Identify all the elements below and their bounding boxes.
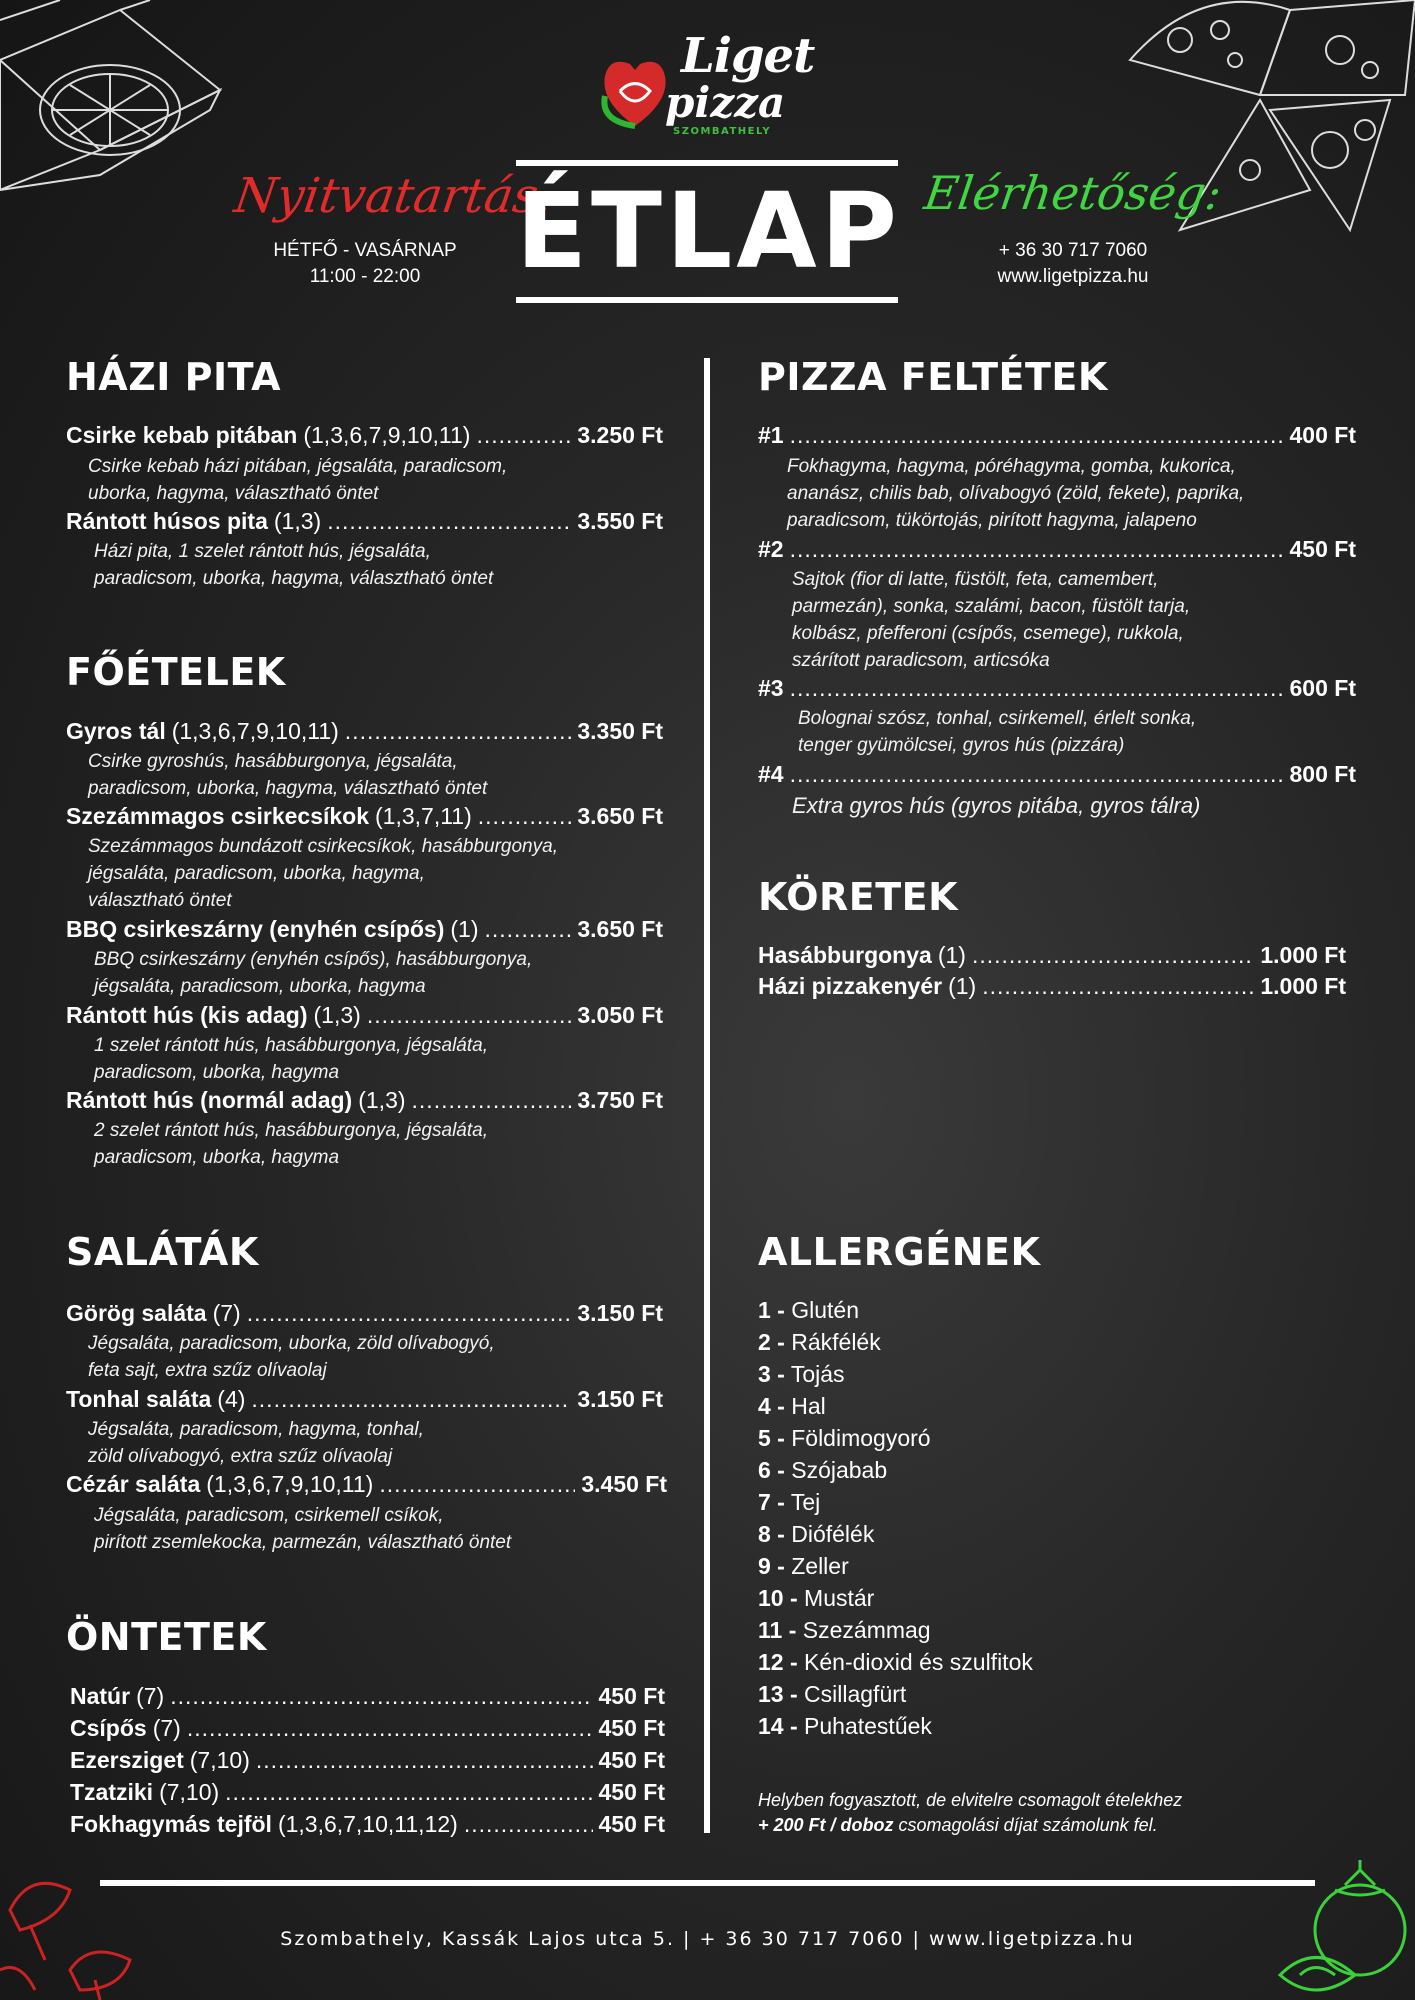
menu-item: Görög saláta (7) ..... 3.150 Ft [66,1300,663,1327]
menu-item: Gyros tál (1,3,6,7,9,10,11) ..... 3.350 Ft [66,718,663,745]
page-title: ÉTLAP [516,170,901,292]
allergen-item: 3 - Tojás [758,1361,845,1387]
menu-item-description: BBQ csirkeszárny (enyhén csípős), hasábburgonya, jégsaláta, paradicsom, uborka, hagyma [94,949,533,997]
website: www.ligetpizza.hu [997,266,1149,287]
hours-title: Nyitvatartás: [231,168,558,224]
menu-item-description: Házi pita, 1 szelet rántott hús, jégsaláta, paradicsom, uborka, hagyma, választható öntet [94,541,494,589]
menu-item: Rántott hús (kis adag) (1,3) ..... 3.050 Ft [66,1002,663,1029]
menu-item: Csirke kebab pitában (1,3,6,7,9,10,11) ..... 3.250 Ft [66,422,663,449]
topping-item: #1 ..... 400 Ft [758,422,1356,449]
section-title-salatak: SALÁTÁK [66,1230,259,1274]
topping-item: #3 ..... 600 Ft [758,675,1356,702]
logo [595,28,815,144]
allergen-item: 1 - Glutén [758,1297,859,1323]
contact-info [918,238,1228,290]
menu-item-description: Szezámmagos bundázott csirkecsíkok, hasábburgonya, jégsaláta, paradicsom, uborka, hagyma, választható öntet [88,836,558,911]
dressing-item: Natúr (7) ..... 450 Ft [70,1683,665,1710]
menu-item: Cézár saláta (1,3,6,7,9,10,11) ..... 3.450 Ft [66,1471,667,1498]
column-divider [704,358,710,1833]
packaging-note: Helyben fogyasztott, de elvitelre csomagolt ételekhez + 200 Ft / doboz csomagolási díjat számolunk fel. [758,1790,1183,1835]
menu-item-description: Csirke kebab házi pitában, jégsaláta, paradicsom, uborka, hagyma, választható öntet [88,456,508,504]
menu-item: BBQ csirkeszárny (enyhén csípős) (1) ..... 3.650 Ft [66,916,663,943]
side-item: Hasábburgonya (1) ..... 1.000 Ft [758,942,1346,969]
brand-name-line1: Liget [681,28,815,84]
section-title-allergenek: ALLERGÉNEK [758,1230,1041,1274]
topping-description: Bolognai szósz, tonhal, csirkemell, érlelt sonka, tenger gyümölcsei, gyros hús (pizzára) [798,708,1197,756]
topping-description: Fokhagyma, hagyma, póréhagyma, gomba, kukorica, ananász, chilis bab, olívabogyó (zöld, fekete), paprika, paradicsom, tükörtojás, pirított hagyma, jalapeno [787,456,1245,531]
topping-item: #2 ..... 450 Ft [758,536,1356,563]
section-title-foetelek: FŐÉTELEK [66,650,286,694]
menu-item-description: Csirke gyroshús, hasábburgonya, jégsaláta, paradicsom, uborka, hagyma, választható öntet [88,751,488,799]
section-title-hazi-pita: HÁZI PITA [66,355,282,399]
allergen-item: 11 - Szezámmag [758,1617,931,1643]
section-title-pizza-feltetek: PIZZA FELTÉTEK [758,355,1108,399]
topping-description: Sajtok (fior di latte, füstölt, feta, camembert, parmezán), sonka, szalámi, bacon, füstölt tarja, kolbász, pfefferoni (csípős, csemege), rukkola, szárított paradicsom, articsóka [792,569,1191,671]
hours-time: 11:00 - 22:00 [309,266,421,287]
heart-logo-icon [595,46,675,131]
dressing-item: Csípős (7) ..... 450 Ft [70,1715,665,1742]
footer-text: Szombathely, Kassák Lajos utca 5. | + 36 30 717 7060 | www.ligetpizza.hu [280,1928,1135,1950]
menu-item-description: 1 szelet rántott hús, hasábburgonya, jégsaláta, paradicsom, uborka, hagyma [94,1035,488,1083]
allergen-item: 5 - Földimogyoró [758,1425,931,1451]
pizza-box-illustration [0,0,230,210]
brand-city: SZOMBATHELY [673,126,772,137]
contact-title: Elérhetőség: [921,166,1225,220]
menu-item-description: 2 szelet rántott hús, hasábburgonya, jégsaláta, paradicsom, uborka, hagyma [94,1120,488,1168]
mushroom-illustration [0,1850,150,2000]
footer-divider [100,1880,1315,1886]
dressing-item: Fokhagymás tejföl (1,3,6,7,10,11,12) ..... 450 Ft [70,1811,665,1838]
dressing-item: Ezersziget (7,10) ..... 450 Ft [70,1747,665,1774]
allergen-item: 12 - Kén-dioxid és szulfitok [758,1649,1033,1675]
opening-hours [235,238,495,290]
section-title-koretek: KÖRETEK [758,875,959,919]
menu-item: Rántott hús (normál adag) (1,3) ..... 3.750 Ft [66,1087,663,1114]
side-item: Házi pizzakenyér (1) ..... 1.000 Ft [758,973,1346,1000]
menu-item-description: Jégsaláta, paradicsom, uborka, zöld olívabogyó, feta sajt, extra szűz olívaolaj [88,1333,495,1381]
allergen-item: 2 - Rákfélék [758,1329,881,1355]
allergen-item: 4 - Hal [758,1393,826,1419]
dressing-item: Tzatziki (7,10) ..... 450 Ft [70,1779,665,1806]
allergen-item: 7 - Tej [758,1489,821,1515]
phone-number: + 36 30 717 7060 [998,240,1148,261]
allergen-item: 14 - Puhatestűek [758,1713,932,1739]
allergen-item: 10 - Mustár [758,1585,875,1611]
menu-item-description: Jégsaláta, paradicsom, hagyma, tonhal, zöld olívabogyó, extra szűz olívaolaj [88,1419,424,1467]
menu-item: Tonhal saláta (4) ..... 3.150 Ft [66,1386,663,1413]
hours-days: HÉTFŐ - VASÁRNAP [273,240,457,261]
allergen-item: 6 - Szójabab [758,1457,888,1483]
menu-item: Szezámmagos csirkecsíkok (1,3,7,11) ..... 3.650 Ft [66,803,663,830]
topping-description: Extra gyros hús (gyros pitába, gyros tálra) [792,793,1201,818]
brand-name-line2: pizza [665,78,786,127]
allergen-item: 9 - Zeller [758,1553,849,1579]
allergen-item: 13 - Csillagfürt [758,1681,907,1707]
topping-item: #4 ..... 800 Ft [758,761,1356,788]
menu-item: Rántott húsos pita (1,3) ..... 3.550 Ft [66,508,663,535]
allergen-item: 8 - Diófélék [758,1521,875,1547]
section-title-ontetek: ÖNTETEK [66,1615,267,1659]
menu-item-description: Jégsaláta, paradicsom, csirkemell csíkok, pirított zsemlekocka, parmezán, választható öntet [94,1505,512,1553]
